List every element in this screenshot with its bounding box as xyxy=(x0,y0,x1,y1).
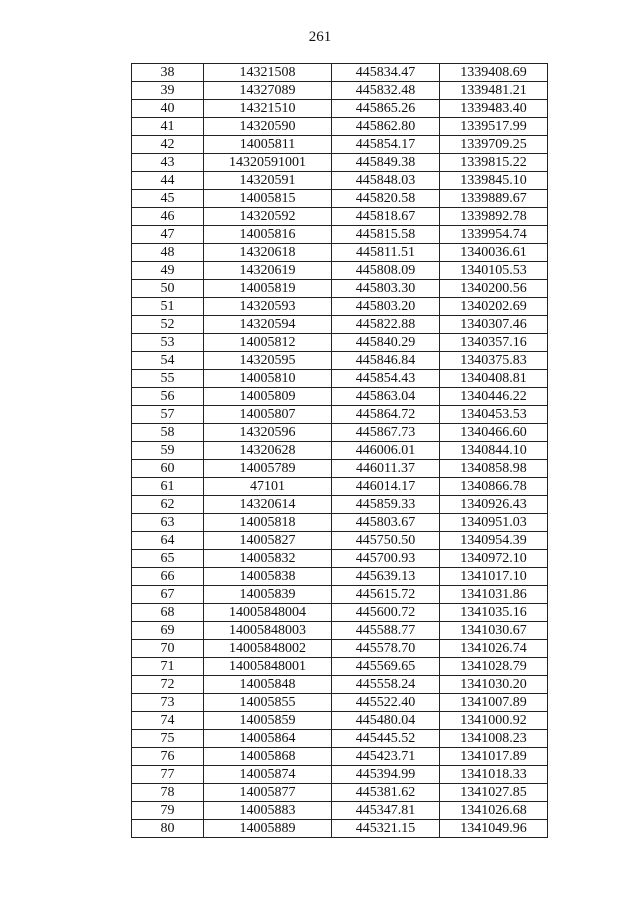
y-coordinate-cell: 1340926.43 xyxy=(440,496,548,514)
page-number: 261 xyxy=(308,29,332,45)
point-id-cell: 14005838 xyxy=(204,568,332,586)
x-coordinate-cell: 445820.58 xyxy=(332,190,440,208)
point-id-cell: 14005859 xyxy=(204,712,332,730)
table-row xyxy=(132,280,548,298)
table-row xyxy=(132,442,548,460)
y-coordinate-cell: 1340453.53 xyxy=(440,406,548,424)
y-coordinate-cell: 1340408.81 xyxy=(440,370,548,388)
row-number-cell: 42 xyxy=(132,136,204,154)
table-row xyxy=(132,226,548,244)
y-coordinate-cell: 1341030.20 xyxy=(440,676,548,694)
row-number-cell: 72 xyxy=(132,676,204,694)
point-id-cell: 14320590 xyxy=(204,118,332,136)
x-coordinate-cell: 445803.67 xyxy=(332,514,440,532)
row-number-cell: 77 xyxy=(132,766,204,784)
y-coordinate-cell: 1340307.46 xyxy=(440,316,548,334)
table-row xyxy=(132,388,548,406)
y-coordinate-cell: 1341017.89 xyxy=(440,748,548,766)
row-number-cell: 79 xyxy=(132,802,204,820)
y-coordinate-cell: 1339815.22 xyxy=(440,154,548,172)
point-id-cell: 14327089 xyxy=(204,82,332,100)
y-coordinate-cell: 1341026.68 xyxy=(440,802,548,820)
y-coordinate-cell: 1340844.10 xyxy=(440,442,548,460)
y-coordinate-cell: 1341026.74 xyxy=(440,640,548,658)
table-row xyxy=(132,424,548,442)
x-coordinate-cell: 445859.33 xyxy=(332,496,440,514)
x-coordinate-cell: 445840.29 xyxy=(332,334,440,352)
point-id-cell: 14320628 xyxy=(204,442,332,460)
point-id-cell: 14005819 xyxy=(204,280,332,298)
row-number-cell: 46 xyxy=(132,208,204,226)
x-coordinate-cell: 445394.99 xyxy=(332,766,440,784)
table-row xyxy=(132,154,548,172)
table-row xyxy=(132,784,548,802)
row-number-cell: 63 xyxy=(132,514,204,532)
table-row xyxy=(132,550,548,568)
x-coordinate-cell: 445347.81 xyxy=(332,802,440,820)
point-id-cell: 14005832 xyxy=(204,550,332,568)
point-id-cell: 14005877 xyxy=(204,784,332,802)
point-id-cell: 14005889 xyxy=(204,820,332,838)
y-coordinate-cell: 1340036.61 xyxy=(440,244,548,262)
row-number-cell: 56 xyxy=(132,388,204,406)
row-number-cell: 51 xyxy=(132,298,204,316)
point-id-cell: 14320592 xyxy=(204,208,332,226)
y-coordinate-cell: 1341031.86 xyxy=(440,586,548,604)
y-coordinate-cell: 1341049.96 xyxy=(440,820,548,838)
row-number-cell: 38 xyxy=(132,64,204,82)
table-row xyxy=(132,766,548,784)
point-id-cell: 14320591001 xyxy=(204,154,332,172)
point-id-cell: 14005807 xyxy=(204,406,332,424)
y-coordinate-cell: 1341008.23 xyxy=(440,730,548,748)
y-coordinate-cell: 1341018.33 xyxy=(440,766,548,784)
point-id-cell: 14005809 xyxy=(204,388,332,406)
x-coordinate-cell: 445862.80 xyxy=(332,118,440,136)
point-id-cell: 14005816 xyxy=(204,226,332,244)
x-coordinate-cell: 445480.04 xyxy=(332,712,440,730)
y-coordinate-cell: 1339408.69 xyxy=(440,64,548,82)
x-coordinate-cell: 445854.43 xyxy=(332,370,440,388)
table-row xyxy=(132,694,548,712)
row-number-cell: 73 xyxy=(132,694,204,712)
table-row xyxy=(132,82,548,100)
row-number-cell: 70 xyxy=(132,640,204,658)
row-number-cell: 58 xyxy=(132,424,204,442)
row-number-cell: 48 xyxy=(132,244,204,262)
y-coordinate-cell: 1341028.79 xyxy=(440,658,548,676)
y-coordinate-cell: 1340446.22 xyxy=(440,388,548,406)
table-row xyxy=(132,190,548,208)
y-coordinate-cell: 1340105.53 xyxy=(440,262,548,280)
x-coordinate-cell: 445803.30 xyxy=(332,280,440,298)
table-row xyxy=(132,352,548,370)
point-id-cell: 14005868 xyxy=(204,748,332,766)
x-coordinate-cell: 445822.88 xyxy=(332,316,440,334)
point-id-cell: 14005818 xyxy=(204,514,332,532)
x-coordinate-cell: 445615.72 xyxy=(332,586,440,604)
point-id-cell: 14005811 xyxy=(204,136,332,154)
y-coordinate-cell: 1340954.39 xyxy=(440,532,548,550)
row-number-cell: 69 xyxy=(132,622,204,640)
y-coordinate-cell: 1339845.10 xyxy=(440,172,548,190)
point-id-cell: 14005883 xyxy=(204,802,332,820)
table-row xyxy=(132,586,548,604)
row-number-cell: 49 xyxy=(132,262,204,280)
row-number-cell: 80 xyxy=(132,820,204,838)
row-number-cell: 76 xyxy=(132,748,204,766)
x-coordinate-cell: 445811.51 xyxy=(332,244,440,262)
x-coordinate-cell: 446006.01 xyxy=(332,442,440,460)
table-row xyxy=(132,370,548,388)
point-id-cell: 14005827 xyxy=(204,532,332,550)
point-id-cell: 14320619 xyxy=(204,262,332,280)
x-coordinate-cell: 445445.52 xyxy=(332,730,440,748)
x-coordinate-cell: 445848.03 xyxy=(332,172,440,190)
row-number-cell: 64 xyxy=(132,532,204,550)
y-coordinate-cell: 1339954.74 xyxy=(440,226,548,244)
y-coordinate-cell: 1340866.78 xyxy=(440,478,548,496)
x-coordinate-cell: 445639.13 xyxy=(332,568,440,586)
table-body xyxy=(132,64,548,838)
table-row xyxy=(132,262,548,280)
x-coordinate-cell: 445834.47 xyxy=(332,64,440,82)
table-row xyxy=(132,136,548,154)
table-row xyxy=(132,640,548,658)
y-coordinate-cell: 1339517.99 xyxy=(440,118,548,136)
row-number-cell: 54 xyxy=(132,352,204,370)
row-number-cell: 50 xyxy=(132,280,204,298)
table-row xyxy=(132,802,548,820)
table-row xyxy=(132,532,548,550)
point-id-cell: 47101 xyxy=(204,478,332,496)
x-coordinate-cell: 445818.67 xyxy=(332,208,440,226)
row-number-cell: 43 xyxy=(132,154,204,172)
point-id-cell: 14005874 xyxy=(204,766,332,784)
x-coordinate-cell: 445381.62 xyxy=(332,784,440,802)
x-coordinate-cell: 445808.09 xyxy=(332,262,440,280)
coordinate-table xyxy=(131,63,548,838)
y-coordinate-cell: 1340357.16 xyxy=(440,334,548,352)
coordinate-table-container xyxy=(131,63,548,838)
row-number-cell: 39 xyxy=(132,82,204,100)
table-row xyxy=(132,208,548,226)
x-coordinate-cell: 445558.24 xyxy=(332,676,440,694)
row-number-cell: 65 xyxy=(132,550,204,568)
point-id-cell: 14320594 xyxy=(204,316,332,334)
y-coordinate-cell: 1339481.21 xyxy=(440,82,548,100)
x-coordinate-cell: 445867.73 xyxy=(332,424,440,442)
row-number-cell: 67 xyxy=(132,586,204,604)
point-id-cell: 14320593 xyxy=(204,298,332,316)
row-number-cell: 62 xyxy=(132,496,204,514)
y-coordinate-cell: 1340951.03 xyxy=(440,514,548,532)
table-row xyxy=(132,172,548,190)
row-number-cell: 71 xyxy=(132,658,204,676)
point-id-cell: 14005815 xyxy=(204,190,332,208)
row-number-cell: 75 xyxy=(132,730,204,748)
table-row xyxy=(132,568,548,586)
row-number-cell: 41 xyxy=(132,118,204,136)
x-coordinate-cell: 445522.40 xyxy=(332,694,440,712)
table-row xyxy=(132,298,548,316)
x-coordinate-cell: 445321.15 xyxy=(332,820,440,838)
table-row xyxy=(132,406,548,424)
point-id-cell: 14005789 xyxy=(204,460,332,478)
row-number-cell: 47 xyxy=(132,226,204,244)
x-coordinate-cell: 445803.20 xyxy=(332,298,440,316)
point-id-cell: 14321508 xyxy=(204,64,332,82)
row-number-cell: 53 xyxy=(132,334,204,352)
y-coordinate-cell: 1341030.67 xyxy=(440,622,548,640)
y-coordinate-cell: 1340972.10 xyxy=(440,550,548,568)
x-coordinate-cell: 445700.93 xyxy=(332,550,440,568)
point-id-cell: 14005848 xyxy=(204,676,332,694)
row-number-cell: 52 xyxy=(132,316,204,334)
row-number-cell: 66 xyxy=(132,568,204,586)
row-number-cell: 61 xyxy=(132,478,204,496)
table-row xyxy=(132,478,548,496)
row-number-cell: 45 xyxy=(132,190,204,208)
table-row xyxy=(132,622,548,640)
x-coordinate-cell: 445865.26 xyxy=(332,100,440,118)
point-id-cell: 14320591 xyxy=(204,172,332,190)
x-coordinate-cell: 445832.48 xyxy=(332,82,440,100)
row-number-cell: 78 xyxy=(132,784,204,802)
point-id-cell: 14005864 xyxy=(204,730,332,748)
x-coordinate-cell: 445423.71 xyxy=(332,748,440,766)
row-number-cell: 55 xyxy=(132,370,204,388)
y-coordinate-cell: 1339483.40 xyxy=(440,100,548,118)
y-coordinate-cell: 1341007.89 xyxy=(440,694,548,712)
y-coordinate-cell: 1341027.85 xyxy=(440,784,548,802)
y-coordinate-cell: 1339709.25 xyxy=(440,136,548,154)
x-coordinate-cell: 445578.70 xyxy=(332,640,440,658)
point-id-cell: 14005812 xyxy=(204,334,332,352)
table-row xyxy=(132,676,548,694)
point-id-cell: 14005810 xyxy=(204,370,332,388)
table-row xyxy=(132,244,548,262)
y-coordinate-cell: 1340375.83 xyxy=(440,352,548,370)
table-row xyxy=(132,712,548,730)
y-coordinate-cell: 1339892.78 xyxy=(440,208,548,226)
x-coordinate-cell: 445863.04 xyxy=(332,388,440,406)
table-row xyxy=(132,100,548,118)
y-coordinate-cell: 1340202.69 xyxy=(440,298,548,316)
x-coordinate-cell: 445588.77 xyxy=(332,622,440,640)
x-coordinate-cell: 445600.72 xyxy=(332,604,440,622)
x-coordinate-cell: 446011.37 xyxy=(332,460,440,478)
table-row xyxy=(132,316,548,334)
table-row xyxy=(132,730,548,748)
table-row xyxy=(132,334,548,352)
x-coordinate-cell: 445854.17 xyxy=(332,136,440,154)
point-id-cell: 14320596 xyxy=(204,424,332,442)
point-id-cell: 14005848002 xyxy=(204,640,332,658)
x-coordinate-cell: 445750.50 xyxy=(332,532,440,550)
row-number-cell: 74 xyxy=(132,712,204,730)
point-id-cell: 14005848001 xyxy=(204,658,332,676)
x-coordinate-cell: 445569.65 xyxy=(332,658,440,676)
table-row xyxy=(132,604,548,622)
point-id-cell: 14005839 xyxy=(204,586,332,604)
x-coordinate-cell: 446014.17 xyxy=(332,478,440,496)
point-id-cell: 14320618 xyxy=(204,244,332,262)
row-number-cell: 59 xyxy=(132,442,204,460)
y-coordinate-cell: 1339889.67 xyxy=(440,190,548,208)
row-number-cell: 44 xyxy=(132,172,204,190)
row-number-cell: 60 xyxy=(132,460,204,478)
point-id-cell: 14005848003 xyxy=(204,622,332,640)
row-number-cell: 57 xyxy=(132,406,204,424)
table-row xyxy=(132,820,548,838)
x-coordinate-cell: 445864.72 xyxy=(332,406,440,424)
y-coordinate-cell: 1341000.92 xyxy=(440,712,548,730)
y-coordinate-cell: 1341035.16 xyxy=(440,604,548,622)
x-coordinate-cell: 445849.38 xyxy=(332,154,440,172)
x-coordinate-cell: 445815.58 xyxy=(332,226,440,244)
table-row xyxy=(132,748,548,766)
point-id-cell: 14005855 xyxy=(204,694,332,712)
y-coordinate-cell: 1341017.10 xyxy=(440,568,548,586)
point-id-cell: 14321510 xyxy=(204,100,332,118)
y-coordinate-cell: 1340200.56 xyxy=(440,280,548,298)
row-number-cell: 68 xyxy=(132,604,204,622)
row-number-cell: 40 xyxy=(132,100,204,118)
y-coordinate-cell: 1340858.98 xyxy=(440,460,548,478)
point-id-cell: 14320595 xyxy=(204,352,332,370)
table-row xyxy=(132,460,548,478)
table-row xyxy=(132,514,548,532)
point-id-cell: 14320614 xyxy=(204,496,332,514)
table-row xyxy=(132,496,548,514)
table-row xyxy=(132,658,548,676)
table-row xyxy=(132,64,548,82)
x-coordinate-cell: 445846.84 xyxy=(332,352,440,370)
table-row xyxy=(132,118,548,136)
point-id-cell: 14005848004 xyxy=(204,604,332,622)
y-coordinate-cell: 1340466.60 xyxy=(440,424,548,442)
